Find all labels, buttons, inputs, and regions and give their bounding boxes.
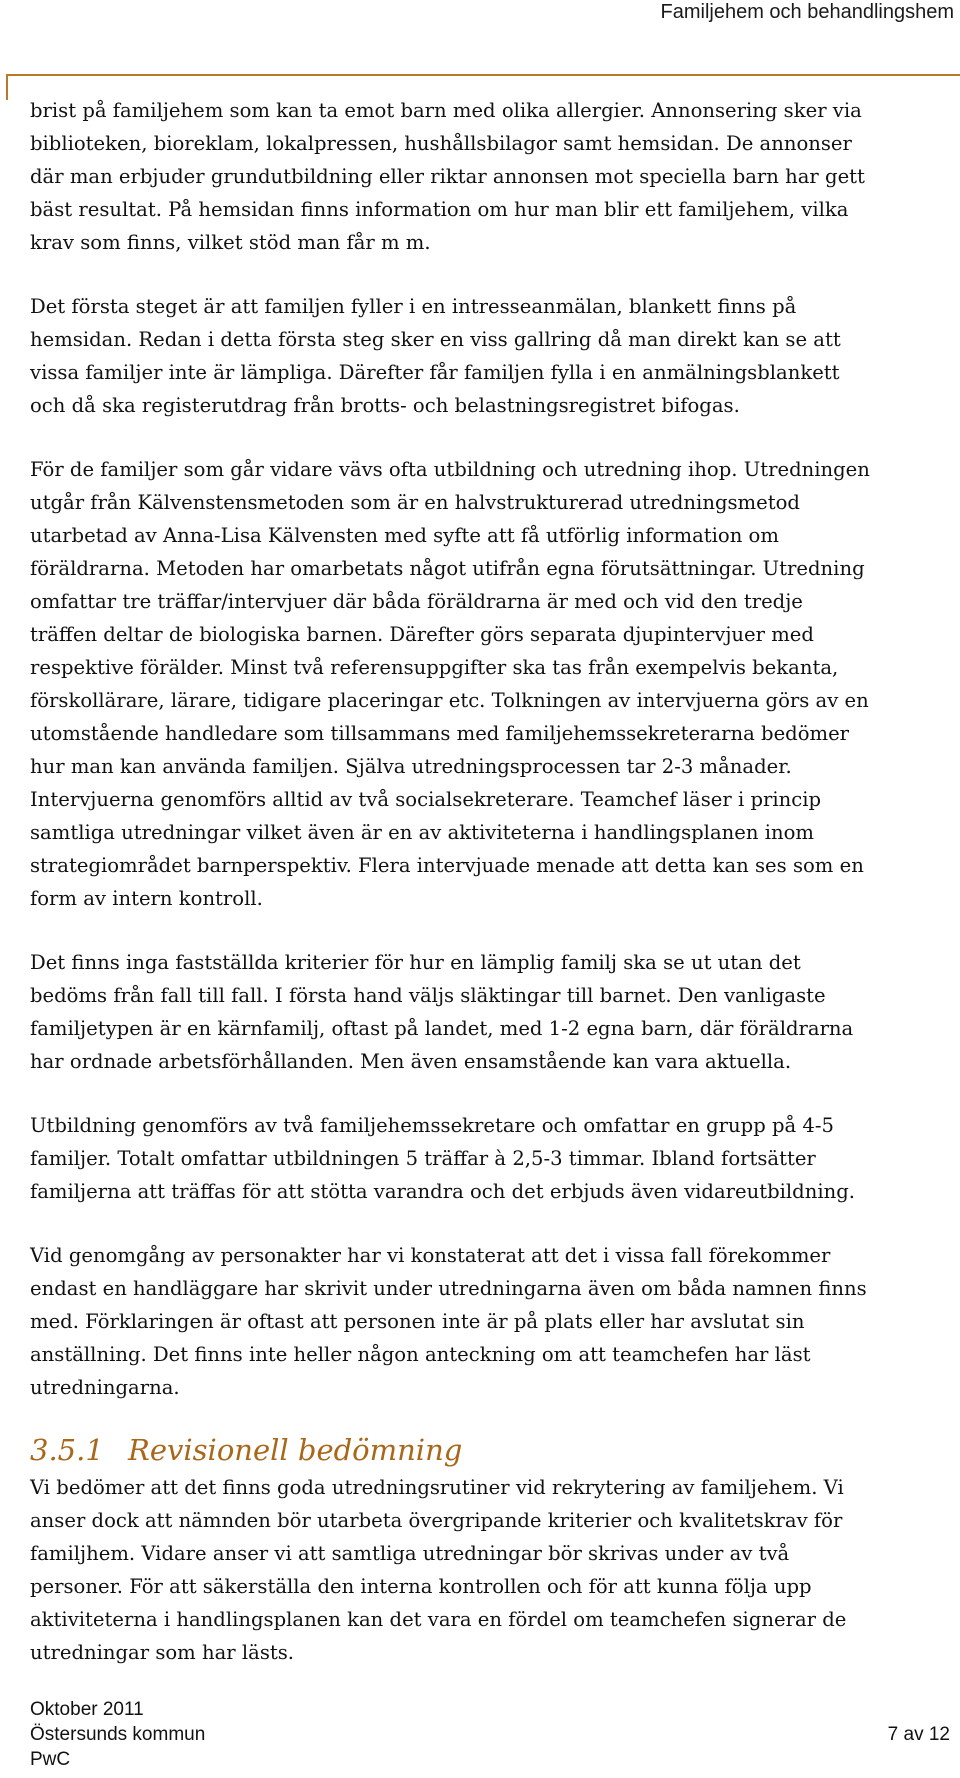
page-footer: [30, 1697, 950, 1772]
header-rule-corner: [6, 74, 8, 100]
page-body: [30, 94, 958, 1669]
running-header-title: Familjehem och behandlingshem: [660, 1, 954, 23]
footer-firm: PwC: [30, 1749, 71, 1770]
page-number: 7 av 12: [887, 1724, 950, 1745]
body-paragraph-6: Vid genomgång av personakter har vi konstaterat att det i vissa fall förekommer endast en handläggare har skrivit under utredningarna även om båda namnen finns med. Förklaringen är oftast att personen inte är på plats eller har avslutat sin anställning. Det finns inte heller någon anteckning om att teamchefen har läst utredningarna.: [30, 1244, 867, 1399]
body-paragraph-5: Utbildning genomförs av två familjehemssekretare och omfattar en grupp på 4-5 familjer. Totalt omfattar utbildningen 5 träffar à 2,5-3 timmar. Ibland fortsätter familjerna att träffas för att stötta varandra och det erbjuds även vidareutbildning.: [30, 1114, 855, 1203]
section-title: Revisionell bedömning: [128, 1433, 463, 1467]
body-paragraph-2: Det första steget är att familjen fyller i en intresseanmälan, blankett finns på hemsidan. Redan i detta första steg sker en viss gallring då man direkt kan se att vissa familjer inte är lämpliga. Därefter får familjen fylla i en anmälningsblankett och då ska registerutdrag från brotts- och belastningsregistret bifogas.: [30, 295, 841, 417]
header-rule: [6, 74, 960, 76]
footer-date: Oktober 2011: [30, 1699, 144, 1720]
section-heading: [30, 1429, 958, 1471]
body-paragraph-1: brist på familjehem som kan ta emot barn med olika allergier. Annonsering sker via biblioteken, bioreklam, lokalpressen, hushållsbilagor samt hemsidan. De annonser där man erbjuder grundutbildning eller riktar annonsen mot speciella barn har gett bäst resultat. På hemsidan finns information om hur man blir ett familjehem, vilka krav som finns, vilket stöd man får m m.: [30, 99, 865, 254]
footer-info: [30, 1697, 950, 1772]
body-paragraph-4: Det finns inga fastställda kriterier för hur en lämplig familj ska se ut utan det bedöms från fall till fall. I första hand väljs släktingar till barnet. Den vanligaste familjetypen är en kärnfamilj, oftast på landet, med 1-2 egna barn, där föräldrarna har ordnade arbetsförhållanden. Men även ensamstående kan vara aktuella.: [30, 951, 854, 1073]
section-paragraph: Vi bedömer att det finns goda utredningsrutiner vid rekrytering av familjehem. Vi anser dock att nämnden bör utarbeta övergripande kriterier och kvalitetskrav för familjhem. Vidare anser vi att samtliga utredningar bör skrivas under av två personer. För att säkerställa den interna kontrollen och för att kunna följa upp aktiviteterna i handlingsplanen kan det vara en fördel om teamchefen signerar de utredningar som har lästs.: [30, 1476, 847, 1664]
footer-organization: Östersunds kommun: [30, 1724, 206, 1745]
body-paragraph-3: För de familjer som går vidare vävs ofta utbildning och utredning ihop. Utredningen utgår från Kälvenstensmetoden som är en halvstrukturerad utredningsmetod utarbetad av Anna-Lisa Kälvensten med syfte att få utförlig information om föräldrarna. Metoden har omarbetats något utifrån egna förutsättningar. Utredning omfattar tre träffar/intervjuer där båda föräldrarna är med och vid den tredje träffen deltar de biologiska barnen. Därefter görs separata djupintervjuer med respektive förälder. Minst två referensuppgifter ska tas från exempelvis bekanta, förskollärare, lärare, tidigare placeringar etc. Tolkningen av intervjuerna görs av en utomstående handledare som tillsammans med familjehemssekreterarna bedömer hur man kan använda familjen. Själva utredningsprocessen tar 2-3 månader. Intervjuerna genomförs alltid av två socialsekreterare. Teamchef läser i princip samtliga utredningar vilket även är en av aktiviteterna i handlingsplanen inom strategiområdet barnperspektiv. Flera intervjuade menade att detta kan ses som en form av intern kontroll.: [30, 458, 870, 910]
section-number: 3.5.1: [30, 1433, 104, 1467]
